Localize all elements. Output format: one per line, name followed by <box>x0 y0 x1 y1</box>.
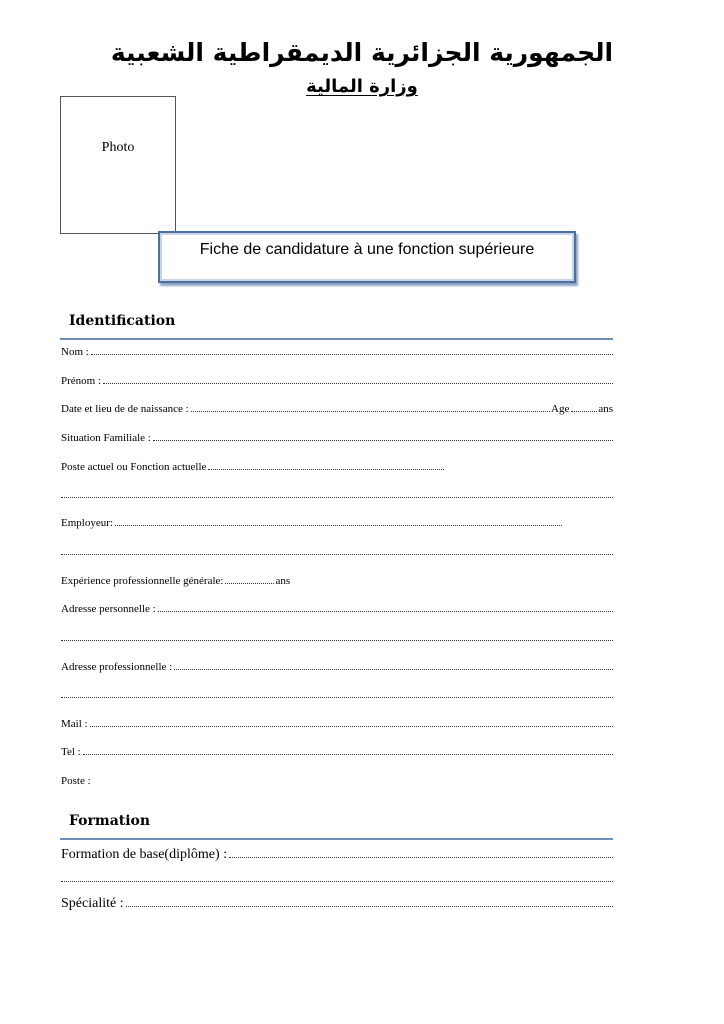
adresse-perso-line[interactable] <box>158 603 613 612</box>
prenom-label: Prénom : <box>61 375 102 387</box>
republic-title: الجمهورية الجزائرية الديمقراطية الشعبية <box>110 38 614 67</box>
adresse-pro-line[interactable] <box>174 661 613 670</box>
employeur-label: Employeur: <box>61 517 113 529</box>
age-label: Age <box>551 403 570 415</box>
situation-line[interactable] <box>153 432 613 441</box>
formation-rule <box>60 838 613 840</box>
mail-line[interactable] <box>90 718 613 727</box>
poste-label: Poste : <box>61 775 91 787</box>
poste-field[interactable] <box>61 775 613 791</box>
ministry-title-text: وزارة المالية <box>306 76 418 97</box>
experience-unit: ans <box>275 575 291 587</box>
specialite-label: Spécialité : <box>61 896 124 911</box>
poste-actuel-label: Poste actuel ou Fonction actuelle <box>61 461 207 473</box>
form-title: Fiche de candidature à une fonction supérieure <box>199 241 535 258</box>
identification-rule <box>60 338 613 340</box>
photo-label: Photo <box>101 140 135 155</box>
poste-actuel-continued[interactable] <box>61 489 613 505</box>
experience-label: Expérience professionnelle générale: <box>61 575 224 587</box>
employeur-continued[interactable] <box>61 546 613 562</box>
employeur-line-2[interactable] <box>61 546 613 555</box>
adresse-perso-field[interactable] <box>61 603 613 619</box>
situation-label: Situation Familiale : <box>61 432 151 444</box>
experience-field[interactable] <box>61 575 613 591</box>
form-title-box <box>158 231 576 283</box>
formation-base-line[interactable] <box>229 847 613 858</box>
photo-box <box>60 96 176 234</box>
mail-field[interactable] <box>61 718 613 734</box>
formation-base-label: Formation de base(diplôme) : <box>61 847 228 862</box>
poste-actuel-field[interactable] <box>61 461 613 477</box>
poste-actuel-line-2[interactable] <box>61 489 613 498</box>
age-unit: ans <box>598 403 613 415</box>
formation-base-line-2[interactable] <box>61 871 613 882</box>
nom-line[interactable] <box>91 346 613 355</box>
adresse-perso-label: Adresse personnelle : <box>61 603 156 615</box>
formation-base-field[interactable] <box>61 847 613 867</box>
situation-field[interactable] <box>61 432 613 448</box>
adresse-pro-line-2[interactable] <box>61 689 613 698</box>
identification-heading: Identification <box>69 313 176 329</box>
nom-field[interactable] <box>61 346 613 362</box>
tel-label: Tel : <box>61 746 81 758</box>
adresse-pro-label: Adresse professionnelle : <box>61 661 173 673</box>
mail-label: Mail : <box>61 718 88 730</box>
specialite-line[interactable] <box>126 896 613 907</box>
employeur-field[interactable] <box>61 517 613 533</box>
adresse-perso-line-2[interactable] <box>61 632 613 641</box>
formation-heading: Formation <box>69 813 151 829</box>
tel-line[interactable] <box>83 746 613 755</box>
adresse-perso-continued[interactable] <box>61 632 613 648</box>
experience-line[interactable] <box>225 575 274 584</box>
naissance-line[interactable] <box>191 403 550 412</box>
naissance-label: Date et lieu de de naissance : <box>61 403 189 415</box>
nom-label: Nom : <box>61 346 89 358</box>
specialite-field[interactable] <box>61 896 613 916</box>
prenom-field[interactable] <box>61 375 613 391</box>
adresse-pro-field[interactable] <box>61 661 613 677</box>
naissance-field[interactable] <box>61 403 613 419</box>
adresse-pro-continued[interactable] <box>61 689 613 705</box>
tel-field[interactable] <box>61 746 613 762</box>
age-line[interactable] <box>571 403 597 412</box>
prenom-line[interactable] <box>103 375 613 384</box>
formation-base-continued[interactable] <box>61 871 613 891</box>
poste-actuel-line[interactable] <box>208 461 444 470</box>
ministry-title <box>0 76 724 97</box>
employeur-line[interactable] <box>115 517 562 526</box>
